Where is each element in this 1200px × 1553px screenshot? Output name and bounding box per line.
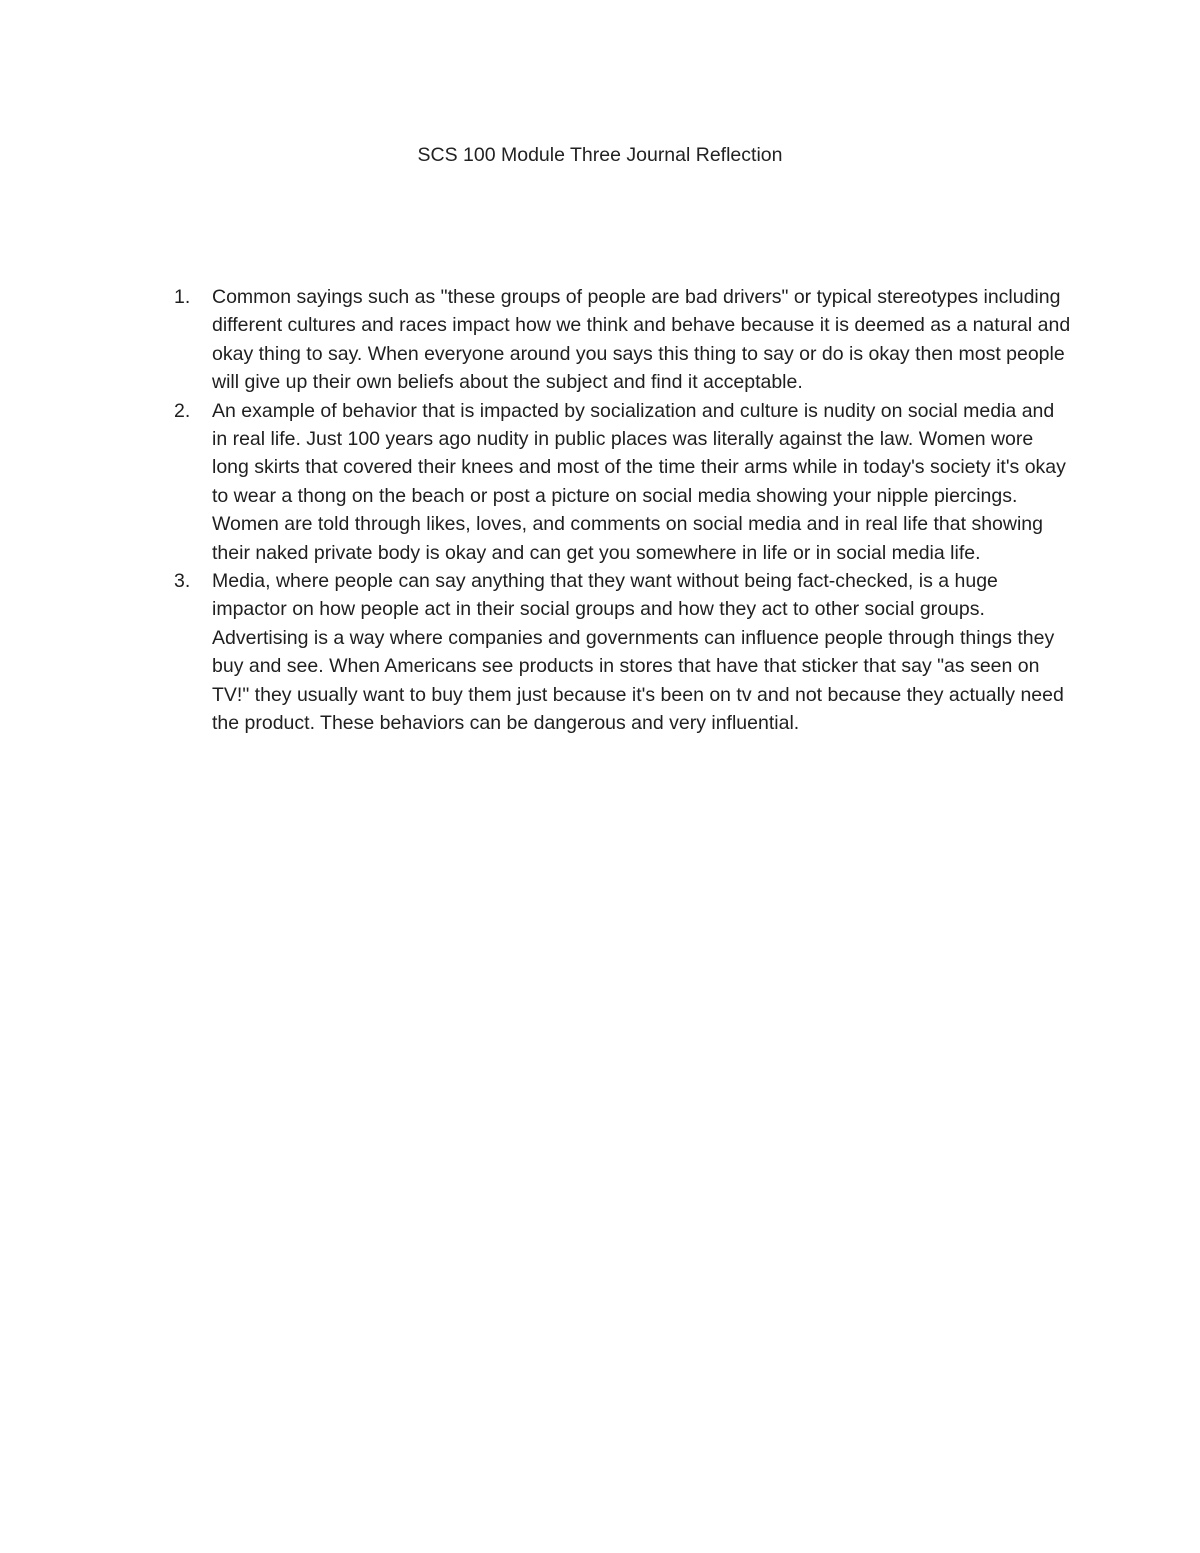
- answer-list: [174, 283, 1072, 738]
- list-item-number: 3.: [174, 570, 191, 593]
- list-item: [174, 283, 1072, 397]
- list-item: [174, 567, 1072, 737]
- document-title: SCS 100 Module Three Journal Reflection: [417, 144, 783, 166]
- list-item-text: Media, where people can say anything that they want without being fact-checked, is a huge impactor on how people act in their social groups and how they act to other social groups. Advertising is a way where companies and governments can influence people through things they buy and see. When Americans see products in stores that have that sticker that say "as seen on TV!" they usually want to buy them just because it's been on tv and not because they actually need the product. These behaviors can be dangerous and very influential.: [212, 570, 1064, 735]
- list-item-number: 2.: [174, 399, 191, 422]
- list-item-text: Common sayings such as "these groups of people are bad drivers" or typical stereotypes including different cultures and races impact how we think and behave because it is deemed as a natural and okay thing to say. When everyone around you says this thing to say or do is okay then most people will give up their own beliefs about the subject and find it acceptable.: [212, 286, 1071, 394]
- list-item-text: An example of behavior that is impacted by socialization and culture is nudity on social media and in real life. Just 100 years ago nudity in public places was literally against the law. Women wore long skirts that covered their knees and most of the time their arms while in today's society it's okay to wear a thong on the beach or post a picture on social media showing your nipple piercings. Women are told through likes, loves, and comments on social media and in real life that showing their naked private body is okay and can get you somewhere in life or in social media life.: [212, 399, 1066, 564]
- list-item-number: 1.: [174, 286, 191, 308]
- list-item: [174, 397, 1072, 567]
